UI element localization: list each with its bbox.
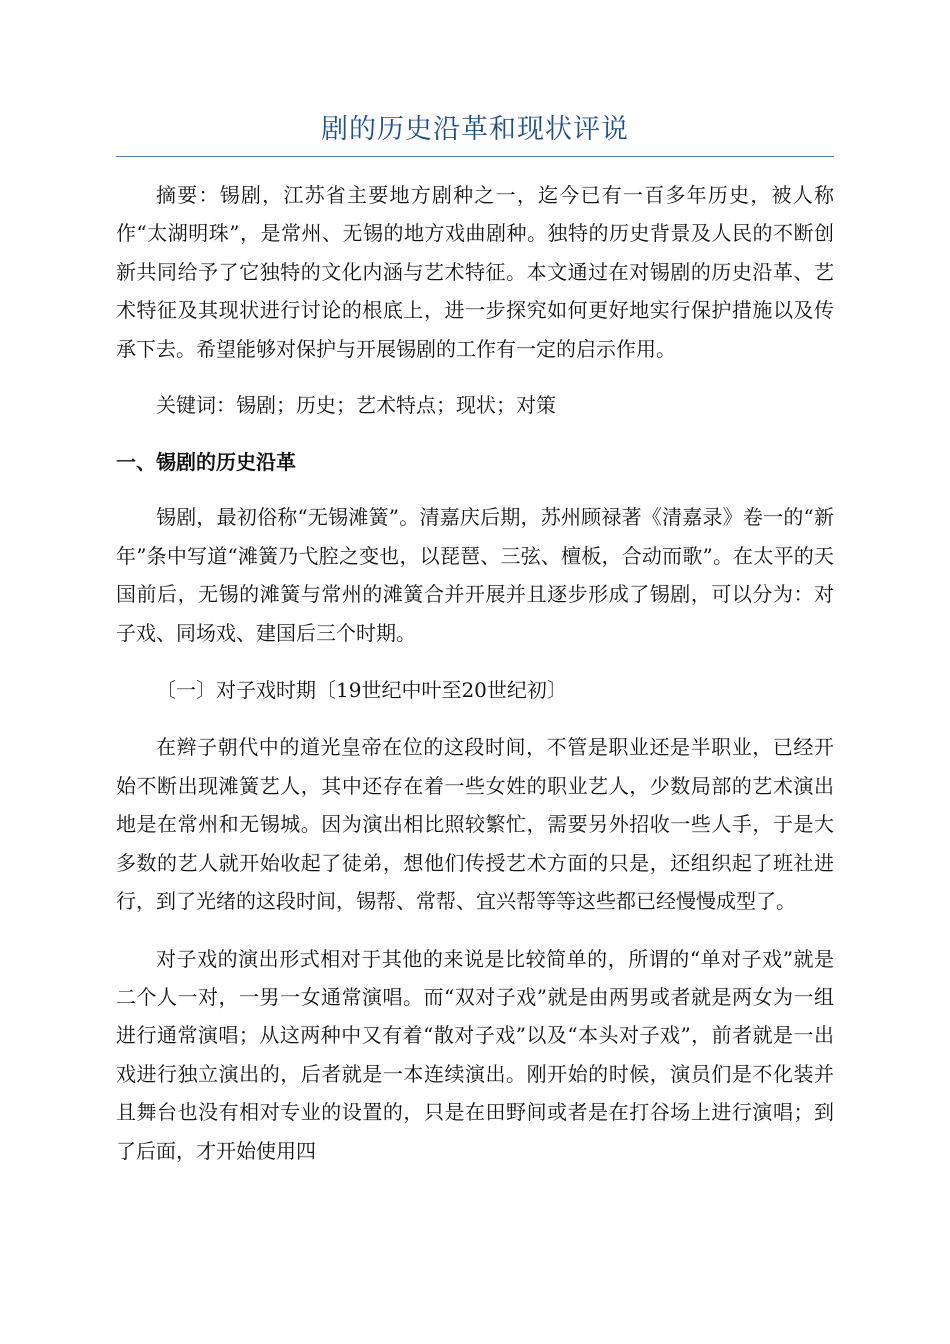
body-paragraph: 锡剧，最初俗称“无锡滩簧”。清嘉庆后期，苏州顾禄著《清嘉录》卷一的“新年”条中写道“滩簧乃弋腔之变也，以琵琶、三弦、檀板，合动而歌”。在太平的天国前后，无锡的滩簧与常州的滩簧合并开展并且逐步形成了锡剧，可以分为：对子戏、同场戏、建国后三个时期。 [116, 505, 834, 645]
keywords-line: 关键词：锡剧；历史；艺术特点；现状；对策 [156, 393, 556, 418]
abstract-paragraph: 摘要：锡剧，江苏省主要地方剧种之一，迄今已有一百多年历史，被人称作“太湖明珠”，是常州、无锡的地方戏曲剧种。独特的历史背景及人民的不断创新共同给予了它独特的文化内涵与艺术特征。本文通过在对锡剧的历史沿革、艺术特征及其现状进行讨论的根底上，进一步探究如何更好地实行保护措施以及传承下去。希望能够对保护与开展锡剧的工作有一定的启示作用。 [116, 183, 834, 361]
section-heading: 一、锡剧的历史沿革 [116, 450, 296, 475]
document-page [116, 0, 834, 1170]
document-title: 剧的历史沿革和现状评说 [321, 114, 629, 145]
body-paragraph: 对子戏的演出形式相对于其他的来说是比较简单的，所谓的“单对子戏”就是二个人一对，一男一女通常演唱。而“双对子戏”就是由两男或者就是两女为一组进行通常演唱；从这两种中又有着“散对子戏”以及“本头对子戏”，前者就是一出戏进行独立演出的，后者就是一本连续演出。刚开始的时候，演员们是不化装并且舞台也没有相对专业的设置的，只是在田野间或者是在打谷场上进行演唱；到了后面，才开始使用四 [116, 946, 834, 1163]
body-paragraph: 在辫子朝代中的道光皇帝在位的这段时间，不管是职业还是半职业，已经开始不断出现滩簧艺人，其中还存在着一些女姓的职业艺人，少数局部的艺术演出地是在常州和无锡城。因为演出相比照较繁忙，需要另外招收一些人手，于是大多数的艺人就开始收起了徒弟，想他们传授艺术方面的只是，还组织起了班社进行，到了光绪的这段时间，锡帮、常帮、宜兴帮等等这些都已经慢慢成型了。 [116, 735, 834, 914]
subsection-heading: 〔一〕对子戏时期〔19世纪中叶至20世纪初〕 [156, 678, 567, 703]
title-underline [116, 156, 834, 157]
